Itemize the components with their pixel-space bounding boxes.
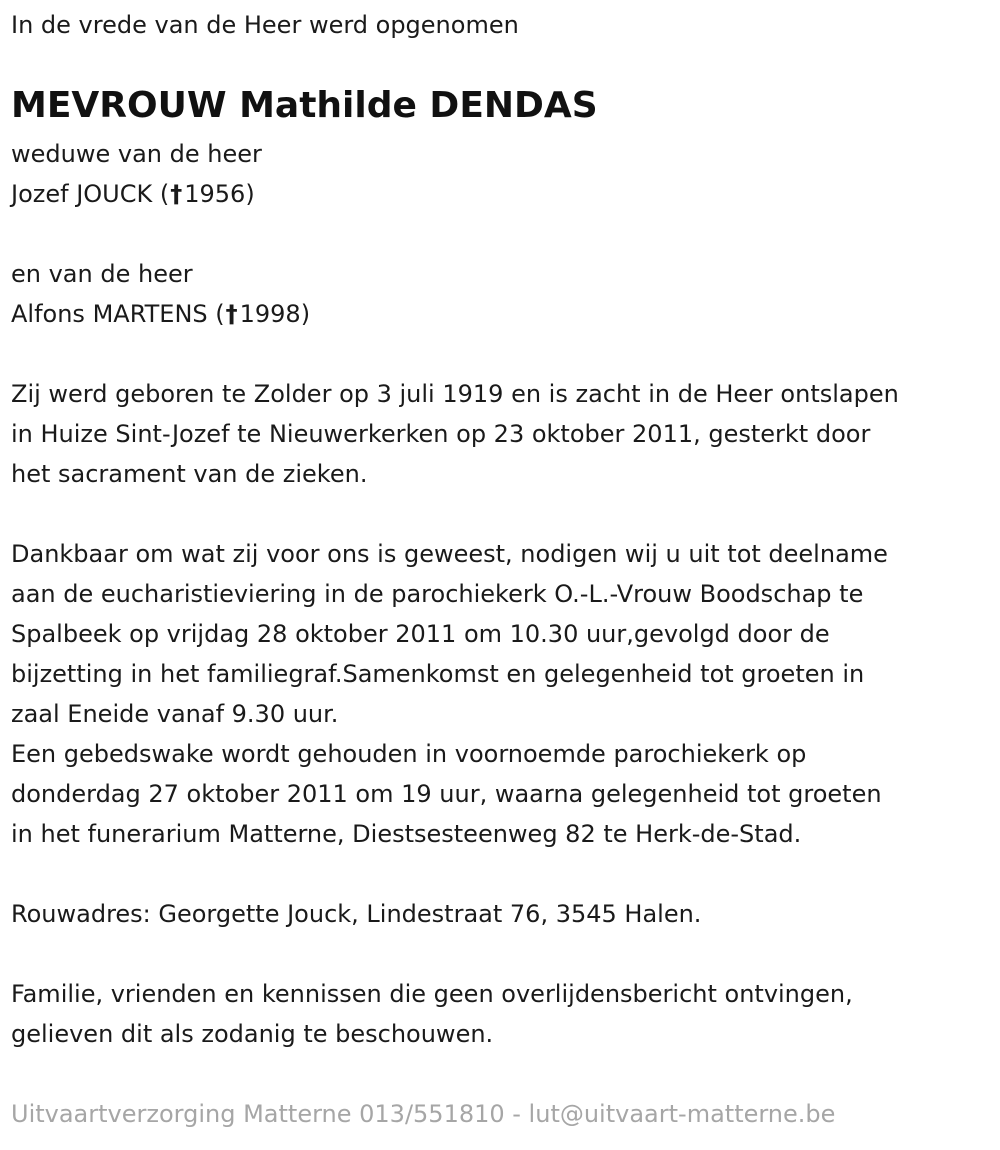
paragraph-line: Een gebedswake wordt gehouden in voornoemde parochiekerk op bbox=[11, 740, 807, 768]
paragraph-line: in het funerarium Matterne, Diestsesteenweg 82 te Herk-de-Stad. bbox=[11, 820, 802, 848]
paragraph-line: aan de eucharistieviering in de parochiekerk O.-L.-Vrouw Boodschap te bbox=[11, 580, 864, 608]
paragraph-line: donderdag 27 oktober 2011 om 19 uur, waarna gelegenheid tot groeten bbox=[11, 780, 882, 808]
spouse-1-relation: weduwe van de heer bbox=[11, 140, 262, 168]
paragraph-line: gelieven dit als zodanig te beschouwen. bbox=[11, 1020, 494, 1048]
paragraph-line: het sacrament van de zieken. bbox=[11, 460, 368, 488]
mourning-address-block bbox=[11, 894, 701, 934]
cross-icon: † bbox=[225, 300, 238, 328]
funeral-home-footer: Uitvaartverzorging Matterne 013/551810 - lut@uitvaart-matterne.be bbox=[11, 1100, 836, 1128]
spouse-2-block bbox=[11, 254, 310, 334]
spouse-2-relation: en van de heer bbox=[11, 260, 193, 288]
spouse-2-name-text: Alfons MARTENS ( bbox=[11, 300, 225, 328]
birth-paragraph bbox=[11, 374, 899, 494]
spouse-1-name bbox=[11, 174, 262, 214]
paragraph-line: Familie, vrienden en kennissen die geen overlijdensbericht ontvingen, bbox=[11, 980, 853, 1008]
closing-paragraph bbox=[11, 974, 853, 1054]
spouse-2-name bbox=[11, 294, 310, 334]
paragraph-line: Spalbeek op vrijdag 28 oktober 2011 om 10.30 uur,gevolgd door de bbox=[11, 620, 830, 648]
paragraph-line: zaal Eneide vanaf 9.30 uur. bbox=[11, 700, 339, 728]
spouse-1-name-text: Jozef JOUCK ( bbox=[11, 180, 170, 208]
deceased-name: MEVROUW Mathilde DENDAS bbox=[11, 85, 598, 126]
spouse-1-block bbox=[11, 134, 262, 214]
spouse-1-year: 1956) bbox=[184, 180, 255, 208]
paragraph-line: bijzetting in het familiegraf.Samenkomst en gelegenheid tot groeten in bbox=[11, 660, 865, 688]
mourning-address: Rouwadres: Georgette Jouck, Lindestraat 76, 3545 Halen. bbox=[11, 900, 702, 928]
paragraph-line: Dankbaar om wat zij voor ons is geweest, nodigen wij u uit tot deelname bbox=[11, 540, 888, 568]
cross-icon: † bbox=[170, 180, 183, 208]
spouse-2-year: 1998) bbox=[239, 300, 311, 328]
paragraph-line: in Huize Sint-Jozef te Nieuwerkerken op 23 oktober 2011, gesterkt door bbox=[11, 420, 871, 448]
service-paragraph bbox=[11, 534, 888, 854]
paragraph-line: Zij werd geboren te Zolder op 3 juli 1919 en is zacht in de Heer ontslapen bbox=[11, 380, 899, 408]
intro-text: In de vrede van de Heer werd opgenomen bbox=[11, 11, 519, 39]
